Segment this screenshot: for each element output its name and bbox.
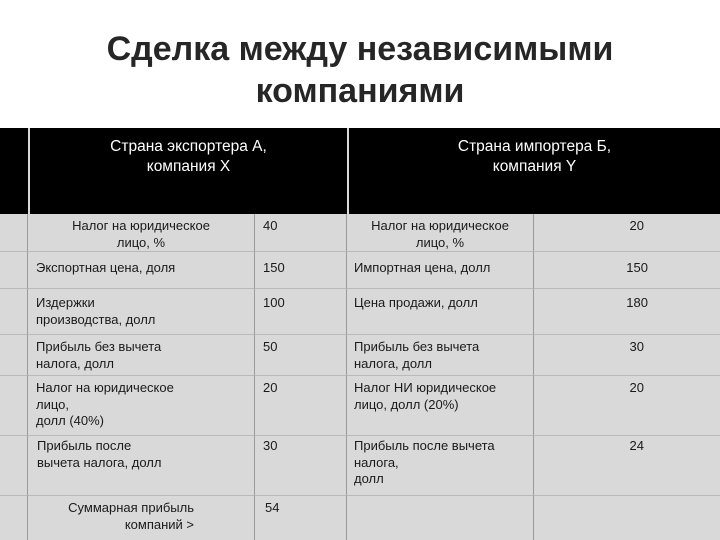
row-stub [0,436,28,496]
exporter-value: 54 [255,496,347,540]
importer-label [347,376,534,436]
importer-value: 30 [534,335,720,376]
label-line: Импортная цена, долл [354,260,491,275]
exporter-value: 150 [255,252,347,289]
label-line: налога, долл [354,355,432,371]
title-line-2: компаниями [255,72,465,110]
exporter-value: 40 [255,214,347,252]
importer-label [347,335,534,376]
exporter-label [28,436,255,496]
label-line: лицо, % [116,234,166,250]
header-exporter-line-1: Страна экспортера А, [110,138,267,155]
header-importer-line-1: Страна импортера Б, [457,138,612,155]
label-line: Налог на юридическое [371,218,509,233]
label-line: Экспортная цена, доля [36,260,176,275]
exporter-label [28,252,255,289]
label-line: лицо, % [415,234,465,250]
importer-label [347,252,534,289]
header-stub [0,128,28,214]
comparison-table [0,128,720,540]
header-importer [349,128,720,214]
row-stub [0,289,28,335]
label-line: налога, долл [36,355,114,371]
label-line: компаний > [124,516,194,532]
label-line: долл [354,471,384,486]
header-importer-line-2: компания Y [492,158,577,175]
label-line: налога, [354,454,399,470]
label-line: Прибыль без вычета [36,339,162,354]
exporter-label [28,496,255,540]
importer-value [534,496,720,540]
label-line: Суммарная прибыль [68,500,194,515]
importer-value: 150 [534,252,720,289]
row-stub [0,252,28,289]
label-line: Налог на юридическое [36,380,174,395]
label-line: производства, долл [36,311,156,327]
exporter-label [28,376,255,436]
importer-value: 20 [534,376,720,436]
label-line: Прибыль после [37,438,132,453]
title-line-1: Сделка между независимыми [106,30,614,68]
importer-label [347,289,534,335]
table-row [0,436,720,496]
row-stub [0,496,28,540]
exporter-label [28,214,255,252]
exporter-label [28,289,255,335]
importer-label [347,436,534,496]
exporter-value: 20 [255,376,347,436]
table-row [0,335,720,376]
table-row [0,496,720,540]
importer-label [347,214,534,252]
slide-title [0,28,720,112]
table-row [0,252,720,289]
header-exporter-line-2: компания Х [146,158,231,175]
row-stub [0,376,28,436]
importer-label [347,496,534,540]
label-line: Прибыль без вычета [354,339,480,354]
exporter-value: 30 [255,436,347,496]
label-line: Цена продажи, долл [354,295,478,310]
label-line: Издержки [36,295,95,310]
importer-value: 20 [534,214,720,252]
label-line: Налог НИ юридическое [354,380,497,395]
label-line: лицо, [36,396,69,412]
row-stub [0,335,28,376]
label-line: Прибыль после вычета [354,438,495,453]
exporter-value: 50 [255,335,347,376]
label-line: вычета налога, долл [37,454,162,470]
exporter-label [28,335,255,376]
row-stub [0,214,28,252]
exporter-value: 100 [255,289,347,335]
table-row [0,214,720,252]
label-line: долл (40%) [36,413,104,428]
header-exporter [30,128,347,214]
table-row [0,376,720,436]
table-row [0,289,720,335]
label-line: Налог на юридическое [72,218,210,233]
importer-value: 24 [534,436,720,496]
importer-value: 180 [534,289,720,335]
label-line: лицо, долл (20%) [354,396,459,412]
